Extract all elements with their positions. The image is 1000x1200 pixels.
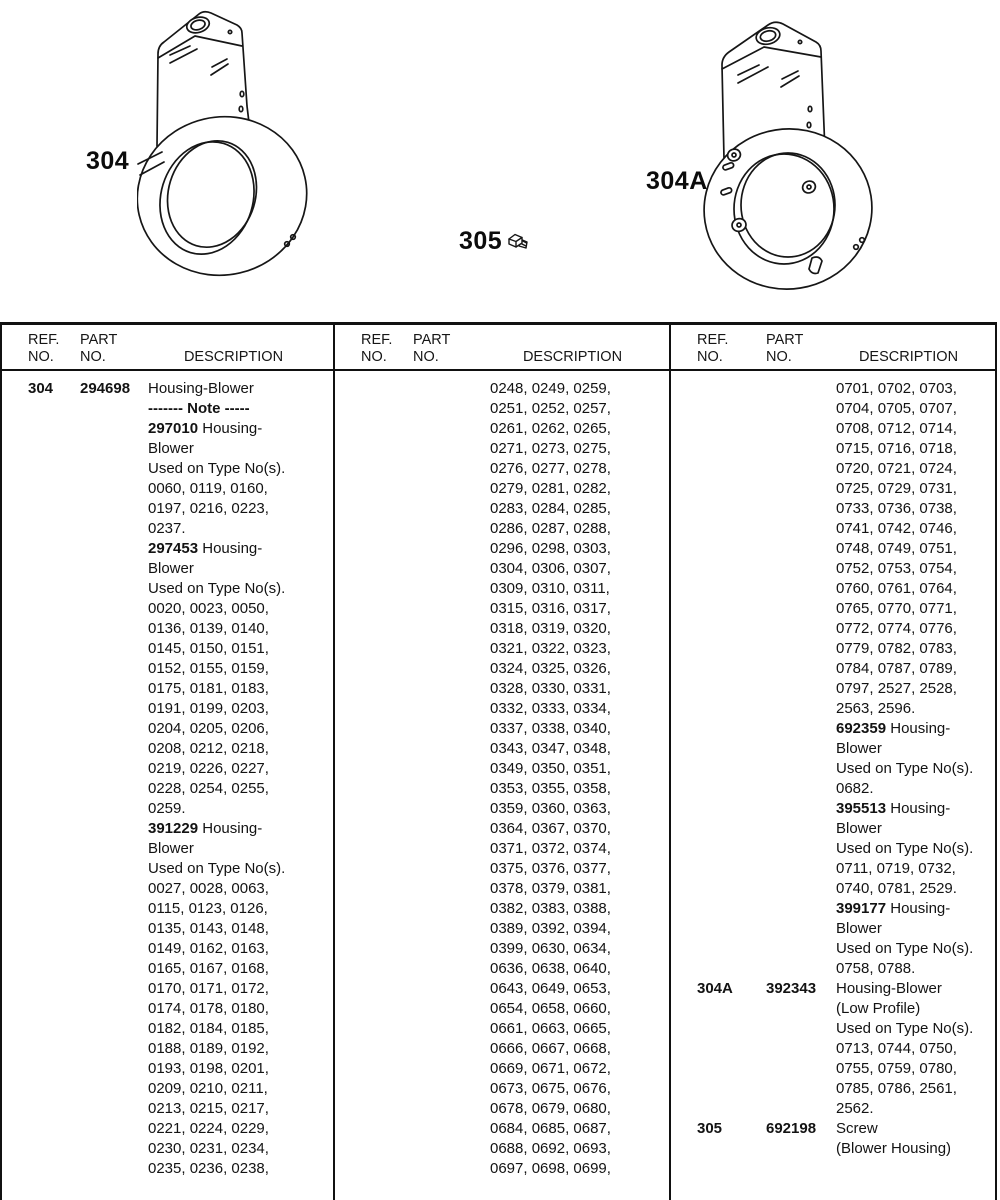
header-part-no: PART NO. (766, 332, 804, 365)
description-line: Blower (836, 920, 882, 937)
description-line: 0755, 0759, 0780, (836, 1060, 957, 1077)
description-line: 0193, 0198, 0201, (148, 1060, 269, 1077)
description-line: 0221, 0224, 0229, (148, 1120, 269, 1137)
description-line: 2563, 2596. (836, 700, 916, 717)
description-line: Blower (148, 560, 194, 577)
description-line: 0235, 0236, 0238, (148, 1160, 269, 1177)
table-header (2, 325, 333, 371)
description-line: 0382, 0383, 0388, (490, 900, 611, 917)
description-line: 0678, 0679, 0680, (490, 1100, 611, 1117)
description-line: 399177 Housing- (836, 900, 951, 917)
header-part-no: PART NO. (80, 332, 118, 365)
description-line: 0697, 0698, 0699, (490, 1160, 611, 1177)
description-line: 0797, 2527, 2528, (836, 680, 957, 697)
description-line: 0772, 0774, 0776, (836, 620, 957, 637)
parts-entry (361, 379, 665, 1179)
description-line: 0208, 0212, 0218, (148, 740, 269, 757)
header-ref-no: REF. NO. (361, 332, 393, 365)
description-line: 0784, 0787, 0789, (836, 660, 957, 677)
description-line: Housing-Blower (148, 380, 254, 397)
description-line: 0248, 0249, 0259, (490, 380, 611, 397)
ref-no-value (361, 379, 413, 1179)
description-line: 0188, 0189, 0192, (148, 1040, 269, 1057)
description-line: 0174, 0178, 0180, (148, 1000, 269, 1017)
header-ref-no: REF. NO. (697, 332, 729, 365)
description-line: 0713, 0744, 0750, (836, 1040, 957, 1057)
description-line: 0135, 0143, 0148, (148, 920, 269, 937)
description-line: 0359, 0360, 0363, (490, 800, 611, 817)
description-line: 0296, 0298, 0303, (490, 540, 611, 557)
part-no-value (413, 379, 490, 1179)
description-line: 0165, 0167, 0168, (148, 960, 269, 977)
description-line: 0251, 0252, 0257, (490, 400, 611, 417)
description-line: 0020, 0023, 0050, (148, 600, 269, 617)
description-line: 297453 Housing- (148, 540, 263, 557)
callout-label-304A: 304A (646, 167, 708, 195)
description-line: 0115, 0123, 0126, (148, 900, 268, 917)
description-line: 0321, 0322, 0323, (490, 640, 611, 657)
description-line: 0704, 0705, 0707, (836, 400, 957, 417)
blower-housing-304-drawing (137, 6, 311, 296)
description-line: 0349, 0350, 0351, (490, 760, 611, 777)
parts-diagram-area (0, 0, 1000, 322)
description-line: 0175, 0181, 0183, (148, 680, 269, 697)
description-line: 0276, 0277, 0278, (490, 460, 611, 477)
description-line: 0337, 0338, 0340, (490, 720, 611, 737)
description-line: 692359 Housing- (836, 720, 951, 737)
description-line: 0318, 0319, 0320, (490, 620, 611, 637)
description-line: 0261, 0262, 0265, (490, 420, 611, 437)
description-line: 0701, 0702, 0703, (836, 380, 957, 397)
description-line: 0758, 0788. (836, 960, 916, 977)
description-value (836, 379, 991, 979)
description-line: Used on Type No(s). (148, 460, 286, 477)
description-line: 391229 Housing- (148, 820, 263, 837)
description-line: 0328, 0330, 0331, (490, 680, 611, 697)
ref-no-value: 304 (28, 380, 54, 397)
description-line: 0286, 0287, 0288, (490, 520, 611, 537)
parts-entry (697, 379, 991, 979)
description-line: 0353, 0355, 0358, (490, 780, 611, 797)
description-line: 0760, 0761, 0764, (836, 580, 957, 597)
description-line: 0375, 0376, 0377, (490, 860, 611, 877)
table-header (335, 325, 669, 371)
description-line: 0708, 0712, 0714, (836, 420, 957, 437)
part-no-value: 692198 (766, 1120, 817, 1137)
part-no-value (766, 379, 836, 979)
description-line: 0209, 0210, 0211, (148, 1080, 268, 1097)
description-line: Housing-Blower (836, 980, 942, 997)
description-line: 0315, 0316, 0317, (490, 600, 611, 617)
description-line: 0740, 0781, 2529. (836, 880, 957, 897)
ref-no-value (697, 379, 766, 979)
description-line: Used on Type No(s). (836, 1020, 974, 1037)
description-line: 0060, 0119, 0160, (148, 480, 268, 497)
blower-housing-304A-drawing (702, 17, 878, 309)
description-line: Used on Type No(s). (836, 940, 974, 957)
description-value (490, 379, 665, 1179)
description-line: Used on Type No(s). (148, 860, 286, 877)
description-line: 0378, 0379, 0381, (490, 880, 611, 897)
description-value (836, 1119, 991, 1159)
description-line: 0389, 0392, 0394, (490, 920, 611, 937)
description-line: 0213, 0215, 0217, (148, 1100, 269, 1117)
parts-table-column-1 (2, 325, 335, 1200)
description-line: 0765, 0770, 0771, (836, 600, 957, 617)
header-description: DESCRIPTION (522, 349, 623, 365)
description-line: Screw (836, 1120, 878, 1137)
parts-entry (28, 379, 329, 1179)
description-line: 0170, 0171, 0172, (148, 980, 269, 997)
description-line: 0136, 0139, 0140, (148, 620, 269, 637)
description-line: Used on Type No(s). (836, 760, 974, 777)
description-line: 0304, 0306, 0307, (490, 560, 611, 577)
description-line: 0259. (148, 800, 186, 817)
description-line: 0715, 0716, 0718, (836, 440, 957, 457)
header-part-no: PART NO. (413, 332, 451, 365)
description-line: Blower (148, 440, 194, 457)
description-line: 2562. (836, 1100, 874, 1117)
description-line: (Low Profile) (836, 1000, 921, 1017)
description-line: Blower (836, 820, 882, 837)
description-line: 0324, 0325, 0326, (490, 660, 611, 677)
parts-entry (697, 1119, 991, 1159)
description-line: 0149, 0162, 0163, (148, 940, 269, 957)
parts-table-column-3 (671, 325, 995, 1200)
description-line: 0279, 0281, 0282, (490, 480, 611, 497)
description-line: 0733, 0736, 0738, (836, 500, 957, 517)
description-line: 0230, 0231, 0234, (148, 1140, 269, 1157)
callout-label-305: 305 (459, 227, 503, 255)
description-line: ------- Note ----- (148, 400, 250, 417)
description-line: 0741, 0742, 0746, (836, 520, 957, 537)
description-line: 0197, 0216, 0223, (148, 500, 269, 517)
description-line: 0654, 0658, 0660, (490, 1000, 611, 1017)
description-line: 0271, 0273, 0275, (490, 440, 611, 457)
header-ref-no: REF. NO. (28, 332, 60, 365)
description-line: 0684, 0685, 0687, (490, 1120, 611, 1137)
description-line: 0219, 0226, 0227, (148, 760, 269, 777)
parts-entry (697, 979, 991, 1119)
description-line: 0785, 0786, 2561, (836, 1080, 957, 1097)
header-description: DESCRIPTION (183, 349, 284, 365)
description-line: 0711, 0719, 0732, (836, 860, 956, 877)
callout-label-304: 304 (86, 147, 130, 175)
description-line: 0643, 0649, 0653, (490, 980, 611, 997)
description-line: (Blower Housing) (836, 1140, 952, 1157)
description-line: 0779, 0782, 0783, (836, 640, 957, 657)
description-line: 0673, 0675, 0676, (490, 1080, 611, 1097)
description-line: 0191, 0199, 0203, (148, 700, 269, 717)
ref-no-value: 305 (697, 1120, 723, 1137)
description-line: 0666, 0667, 0668, (490, 1040, 611, 1057)
description-line: 0152, 0155, 0159, (148, 660, 269, 677)
description-line: 0682. (836, 780, 874, 797)
description-line: Blower (148, 840, 194, 857)
part-no-value: 392343 (766, 980, 817, 997)
description-line: 0661, 0663, 0665, (490, 1020, 611, 1037)
part-no-value: 294698 (80, 380, 131, 397)
header-description: DESCRIPTION (858, 349, 959, 365)
description-line: 0748, 0749, 0751, (836, 540, 957, 557)
description-line: Used on Type No(s). (148, 580, 286, 597)
description-line: 0283, 0284, 0285, (490, 500, 611, 517)
description-line: 0182, 0184, 0185, (148, 1020, 269, 1037)
description-line: 0237. (148, 520, 186, 537)
description-line: Blower (836, 740, 882, 757)
table-body (671, 371, 995, 1159)
ref-no-value: 304A (697, 980, 733, 997)
description-value (836, 979, 991, 1119)
description-line: 0371, 0372, 0374, (490, 840, 611, 857)
description-line: 0399, 0630, 0634, (490, 940, 611, 957)
description-line: 0332, 0333, 0334, (490, 700, 611, 717)
description-line: 0720, 0721, 0724, (836, 460, 957, 477)
screw-305-icon (506, 231, 534, 255)
table-body (2, 371, 333, 1179)
description-line: 0636, 0638, 0640, (490, 960, 611, 977)
description-line: 0752, 0753, 0754, (836, 560, 957, 577)
table-header (671, 325, 995, 371)
description-line: 0204, 0205, 0206, (148, 720, 269, 737)
description-line: 0669, 0671, 0672, (490, 1060, 611, 1077)
description-line: 0688, 0692, 0693, (490, 1140, 611, 1157)
description-line: 0364, 0367, 0370, (490, 820, 611, 837)
description-line: 0725, 0729, 0731, (836, 480, 957, 497)
description-line: 0228, 0254, 0255, (148, 780, 269, 797)
table-body (335, 371, 669, 1179)
parts-table (0, 322, 997, 1200)
description-line: 297010 Housing- (148, 420, 263, 437)
description-line: 0027, 0028, 0063, (148, 880, 269, 897)
description-line: 395513 Housing- (836, 800, 951, 817)
parts-table-column-2 (335, 325, 671, 1200)
description-value (148, 379, 329, 1179)
description-line: 0145, 0150, 0151, (148, 640, 269, 657)
description-line: 0343, 0347, 0348, (490, 740, 611, 757)
description-line: Used on Type No(s). (836, 840, 974, 857)
description-line: 0309, 0310, 0311, (490, 580, 610, 597)
